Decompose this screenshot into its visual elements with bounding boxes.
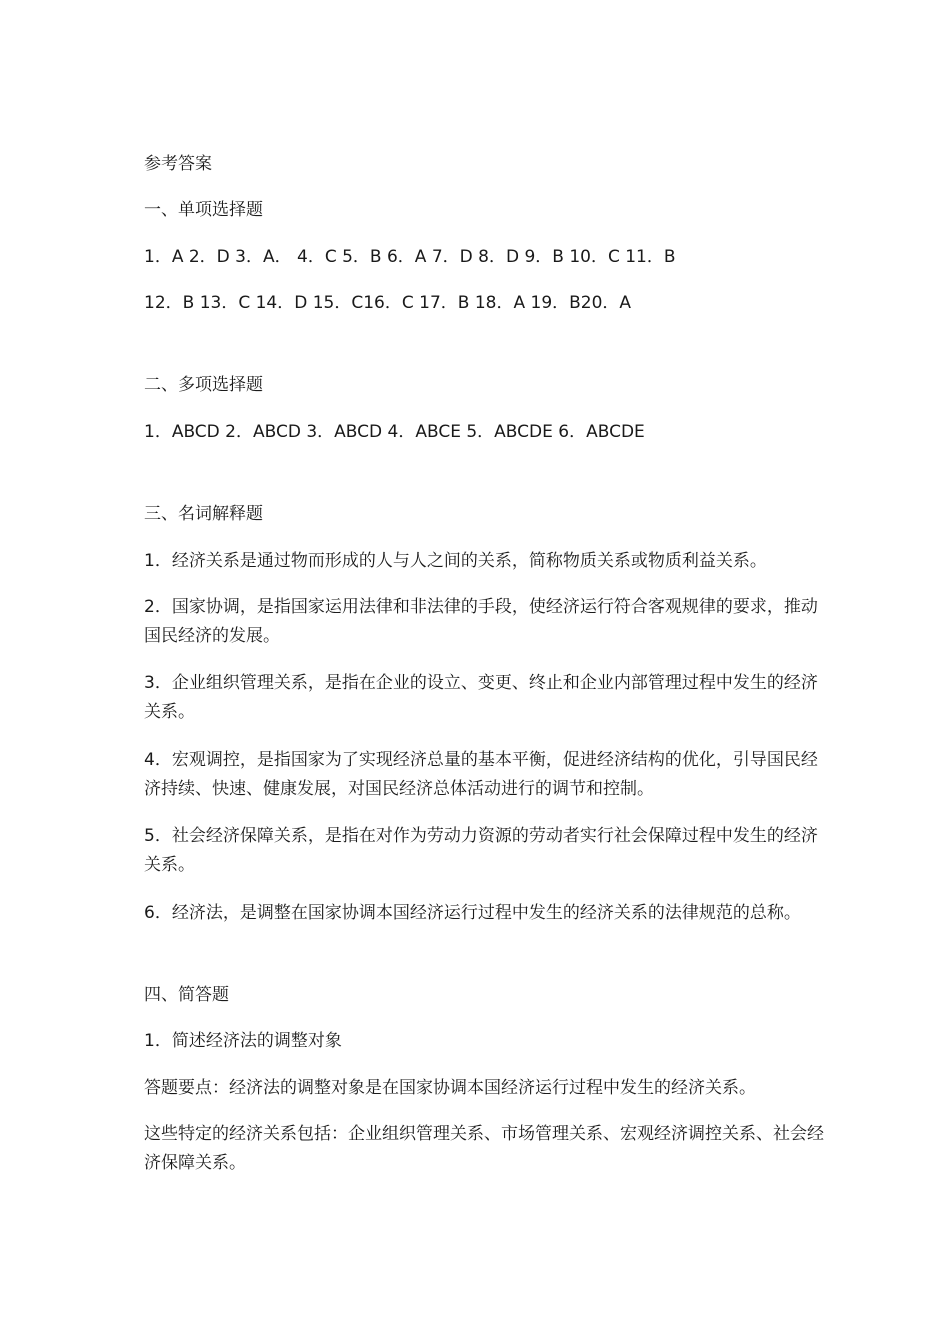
term-item-5: 5．社会经济保障关系，是指在对作为劳动力资源的劳动者实行社会保障过程中发生的经济关系。 [144, 826, 818, 875]
multi-choice-answers-line-1: 1．ABCD 2．ABCD 3．ABCD 4．ABCE 5．ABCDE 6．ABCDE [144, 422, 645, 442]
term-item-3: 3．企业组织管理关系，是指在企业的设立、变更、终止和企业内部管理过程中发生的经济关系。 [144, 673, 818, 722]
term-item-6: 6．经济法，是调整在国家协调本国经济运行过程中发生的经济关系的法律规范的总称。 [144, 903, 801, 923]
section-heading-single-choice: 一、单项选择题 [144, 200, 263, 220]
section-heading-multi-choice: 二、多项选择题 [144, 375, 263, 395]
single-choice-answers-line-2: 12．B 13．C 14．D 15．C16．C 17．B 18．A 19．B20．A [144, 293, 632, 313]
short-answer-key-points: 答题要点：经济法的调整对象是在国家协调本国经济运行过程中发生的经济关系。 [144, 1078, 756, 1098]
term-item-4: 4．宏观调控，是指国家为了实现经济总量的基本平衡，促进经济结构的优化，引导国民经济持续、快速、健康发展，对国民经济总体活动进行的调节和控制。 [144, 750, 818, 799]
short-answer-detail: 这些特定的经济关系包括：企业组织管理关系、市场管理关系、宏观经济调控关系、社会经济保障关系。 [144, 1124, 824, 1173]
single-choice-answers-line-1: 1．A 2．D 3．A． 4．C 5．B 6．A 7．D 8．D 9．B 10．C 11．B [144, 247, 676, 267]
page-title: 参考答案 [144, 154, 212, 174]
term-item-2: 2．国家协调，是指国家运用法律和非法律的手段，使经济运行符合客观规律的要求，推动国民经济的发展。 [144, 597, 818, 646]
short-answer-question-1: 1．简述经济法的调整对象 [144, 1031, 342, 1051]
section-heading-terms: 三、名词解释题 [144, 504, 263, 524]
term-item-1: 1．经济关系是通过物而形成的人与人之间的关系，简称物质关系或物质利益关系。 [144, 551, 767, 571]
section-heading-short-answer: 四、简答题 [144, 985, 229, 1005]
